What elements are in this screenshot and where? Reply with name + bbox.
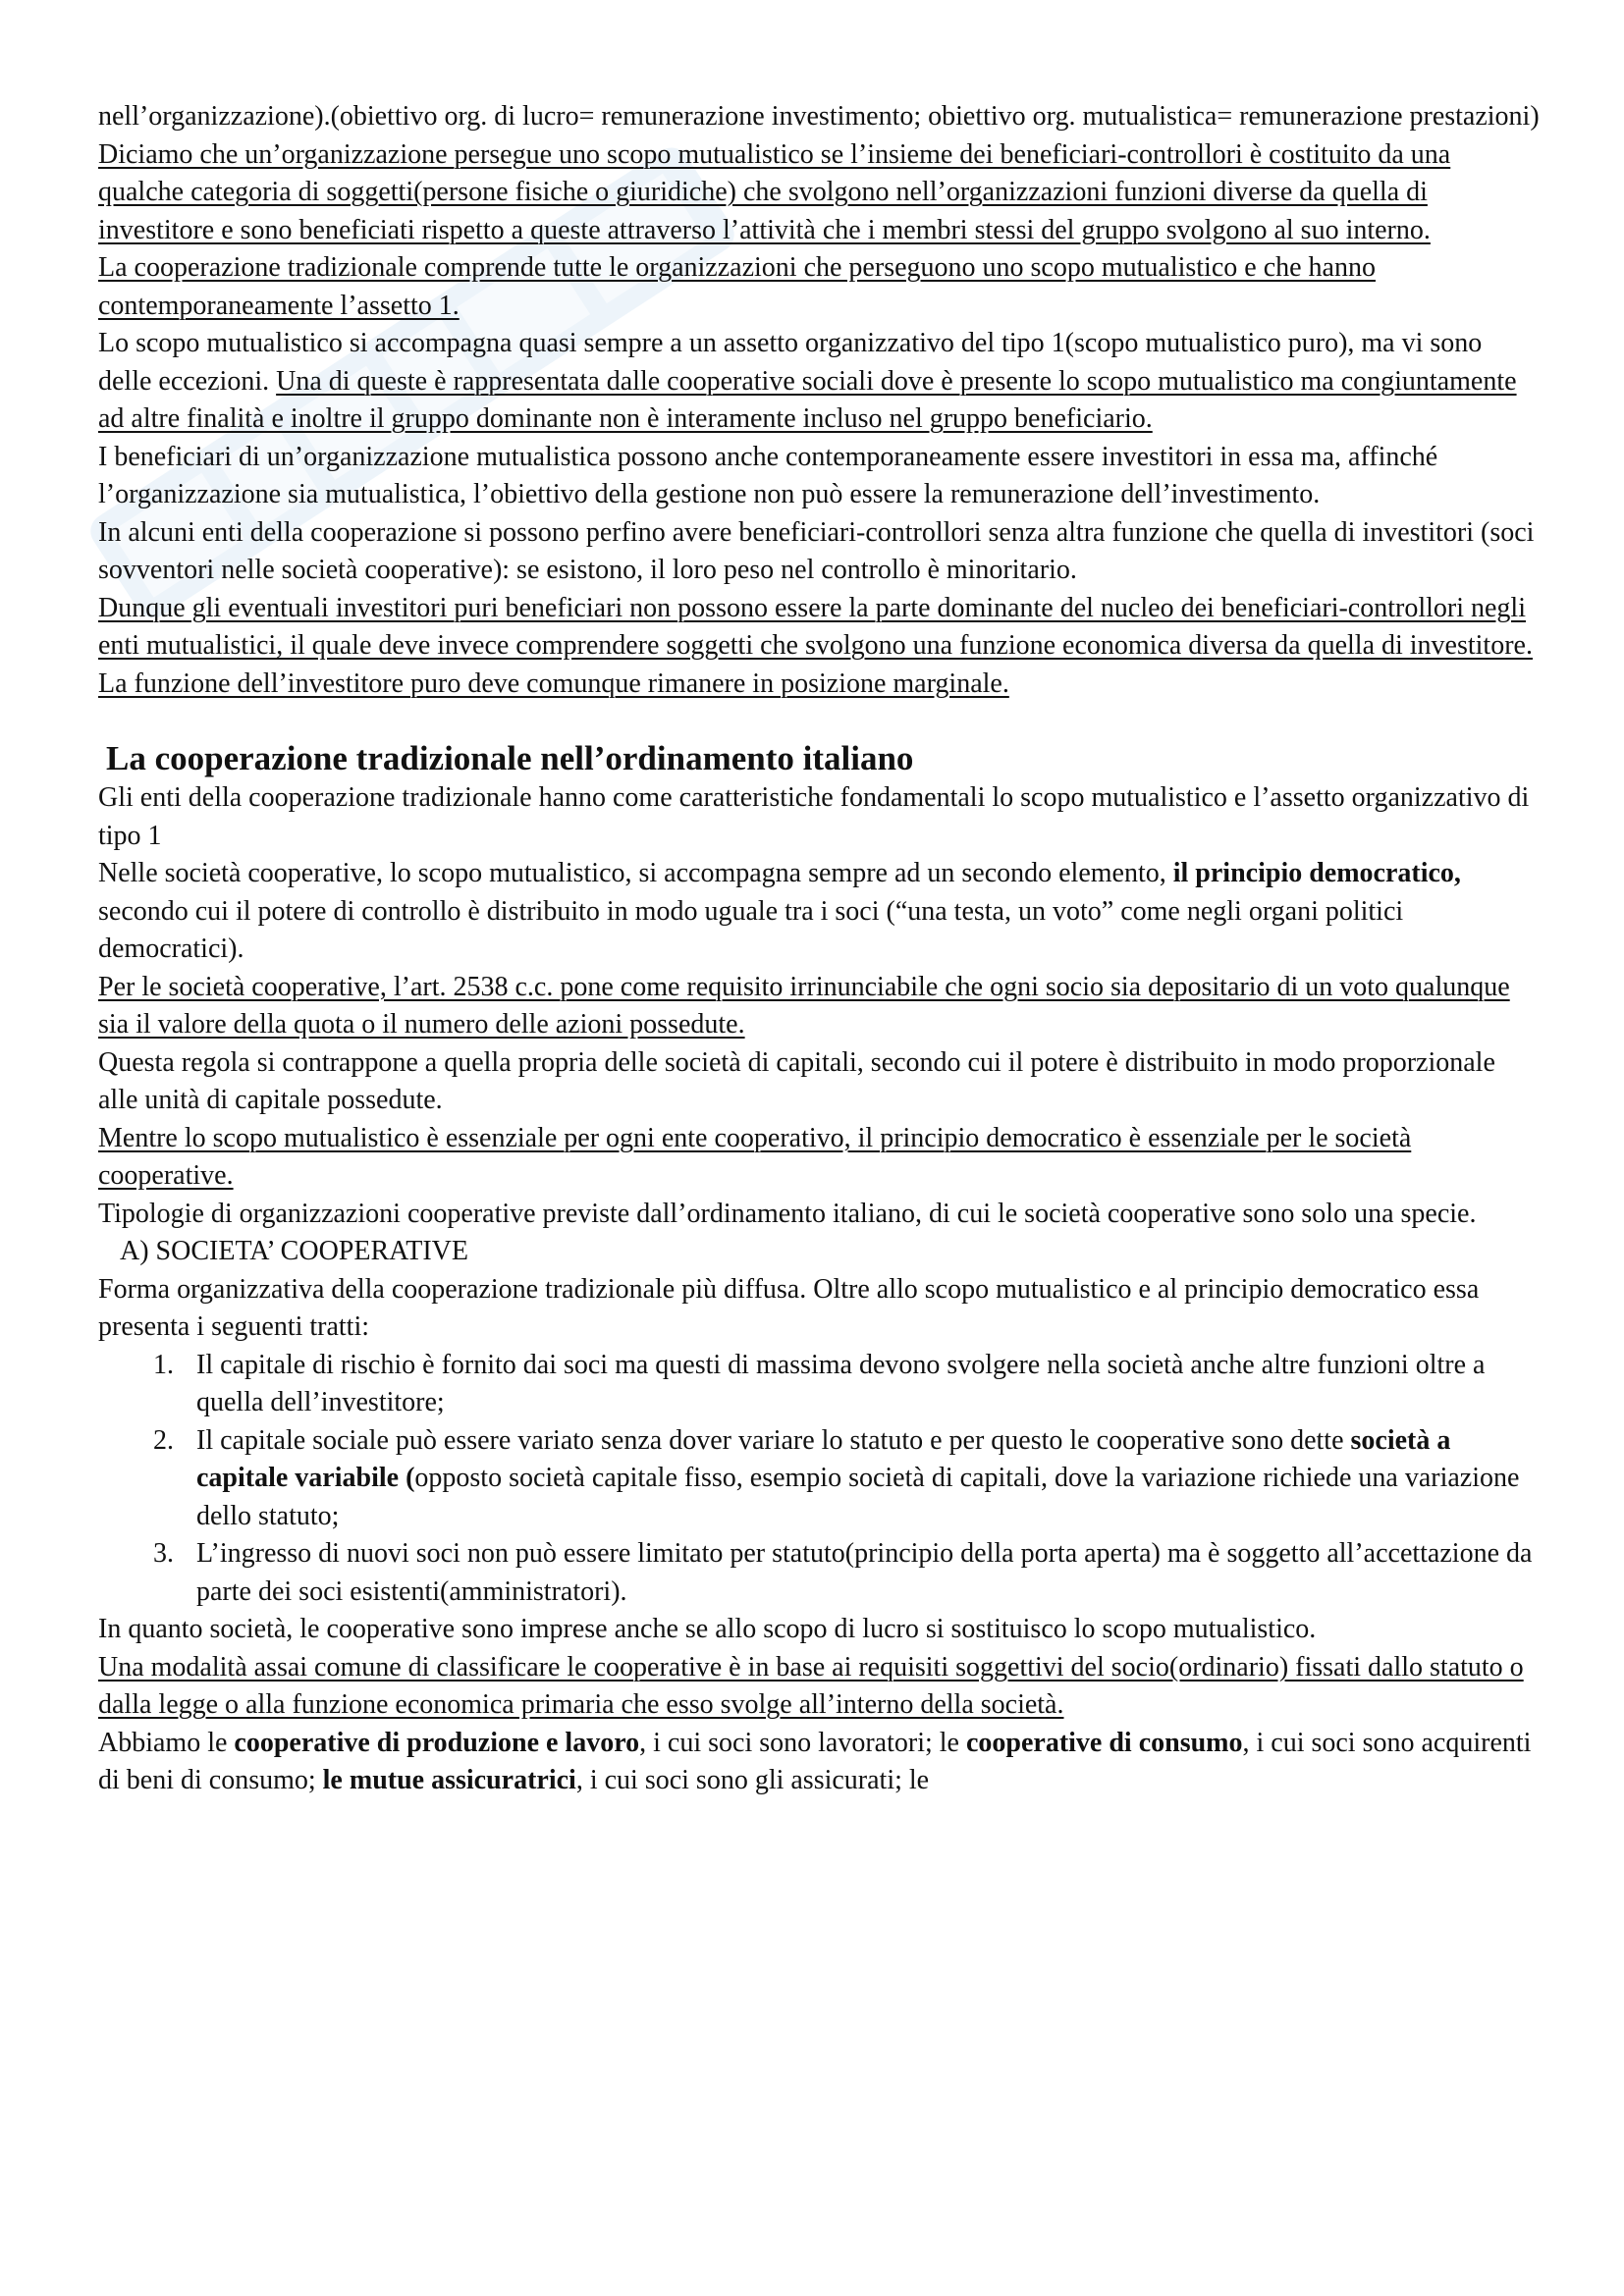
subheading-societa-cooperative: A) SOCIETA’ COOPERATIVE <box>120 1236 469 1266</box>
paragraph-fundamental-features: Gli enti della cooperazione tradizionale hanno come caratteristiche fondamentali lo scopo mutualistico e l’assetto organizzativo di tipo 1 <box>98 782 1530 851</box>
types-bold-production: cooperative di produzione e lavoro <box>234 1727 640 1758</box>
list-text: L’ingresso di nuovi soci non può essere limitato per statuto(principio della porta aperta) ma è soggetto all’accettazione da parte dei soci esistenti(amministratori). <box>196 1538 1533 1607</box>
list-number: 3. <box>153 1538 174 1569</box>
types-bold-consumption: cooperative di consumo <box>965 1727 1243 1758</box>
paragraph-essential-elements: Mentre lo scopo mutualistico è essenziale per ogni ente cooperativo, il principio democratico è essenziale per le società cooperative. <box>98 1122 1412 1191</box>
list-text: Il capitale di rischio è fornito dai soci ma questi di massima devono svolgere nella società anche altre funzioni oltre a quella dell’investitore; <box>196 1349 1486 1417</box>
list-number: 1. <box>153 1349 174 1380</box>
list-text-c: opposto società capitale fisso, esempio società di capitali, dove la variazione richiede una variazione dello statuto; <box>196 1463 1520 1531</box>
paragraph-typologies: Tipologie di organizzazioni cooperative previste dall’ordinamento italiano, di cui le società cooperative sono solo una specie. <box>98 1198 1477 1229</box>
list-text-bold: società a capitale variabile ( <box>196 1424 1451 1493</box>
list-item <box>98 1347 1542 1422</box>
democratic-text-a: Nelle società cooperative, lo scopo mutualistico, si accompagna sempre ad un secondo elemento, <box>98 858 1173 888</box>
paragraph-cooperatives-as-companies: In quanto società, le cooperative sono imprese anche se allo scopo di lucro si sostituisco lo scopo mutualistico. <box>98 1614 1317 1644</box>
paragraph-cooperative-types <box>98 1725 1542 1800</box>
section-heading: La cooperazione tradizionale nell’ordinamento italiano <box>106 739 914 777</box>
traits-list <box>98 1347 1542 1612</box>
paragraph-beneficiaries-investors: I beneficiari di un’organizzazione mutualistica possono anche contemporaneamente essere investitori in essa ma, affinché l’organizzazione sia mutualistica, l’obiettivo della gestione non può essere la remunerazione dell’investimento. <box>98 441 1438 509</box>
paragraph-soci-sovventori: In alcuni enti della cooperazione si possono perfino avere beneficiari-controllori senza altra funzione che quella di investitori (soci sovventori nelle società cooperative): se esistono, il loro peso nel controllo è minoritario. <box>98 516 1535 585</box>
paragraph-art-2538: Per le società cooperative, l’art. 2538 c.c. pone come requisito irrinunciabile che ogni socio sia depositario di un voto qualunque sia il valore della quota o il numero delle azioni possedute. <box>98 971 1510 1040</box>
paragraph-pure-investors: Dunque gli eventuali investitori puri beneficiari non possono essere la parte dominante del nucleo dei beneficiari-controllori negli enti mutualistici, il quale deve invece comprendere soggetti che svolgono una funzione economica diversa da quella di investitore. La funzione dell’investitore puro deve comunque rimanere in posizione marginale. <box>98 592 1533 699</box>
types-text-g: , i cui soci sono gli assicurati; le <box>575 1765 930 1795</box>
types-text-e: , i cui soci sono acquirenti di beni di consumo; <box>98 1727 1532 1795</box>
paragraph-traditional-cooperation: La cooperazione tradizionale comprende tutte le organizzazioni che perseguono uno scopo mutualistico e che hanno contemporaneamente l’assetto 1. <box>98 252 1376 321</box>
democratic-text-c: secondo cui il potere di controllo è distribuito in modo uguale tra i soci (“una testa, un voto” come negli organi politici democratici). <box>98 895 1404 964</box>
document-page <box>98 98 1542 1800</box>
paragraph-democratic-principle <box>98 855 1542 969</box>
types-text-a: Abbiamo le <box>98 1727 235 1758</box>
list-item <box>98 1422 1542 1536</box>
paragraph-organizational-form: Forma organizzativa della cooperazione tradizionale più diffusa. Oltre allo scopo mutualistico e al principio democratico essa presenta i seguenti tratti: <box>98 1273 1480 1342</box>
exceptions-text: Lo scopo mutualistico si accompagna quasi sempre a un assetto organizzativo del tipo 1(scopo mutualistico puro), ma vi sono delle eccezioni. <box>98 328 1483 397</box>
paragraph-classification: Una modalità assai comune di classificare le cooperative è in base ai requisiti soggettivi del socio(ordinario) fissati dallo statuto o dalla legge o alla funzione economica primaria che esso svolge all’interno della società. <box>98 1651 1524 1720</box>
exceptions-underlined: Una di queste è rappresentata dalle cooperative sociali dove è presente lo scopo mutualistico ma congiuntamente ad altre finalità e inoltre il gruppo dominante non è interamente incluso nel gruppo beneficiario. <box>98 365 1517 434</box>
list-number: 2. <box>153 1424 174 1456</box>
paragraph-exceptions <box>98 325 1542 439</box>
types-bold-insurance: le mutue assicuratrici <box>322 1765 576 1795</box>
democratic-bold: il principio democratico, <box>1172 858 1461 888</box>
paragraph-mutualistic-definition: Diciamo che un’organizzazione persegue uno scopo mutualistico se l’insieme dei beneficiari-controllori è costituito da una qualche categoria di soggetti(persone fisiche o giuridiche) che svolgono nell’organizzazioni funzioni diverse da quella di investitore e sono beneficiati rispetto a queste attraverso l’attività che i membri stessi del gruppo svolgono al suo interno. <box>98 138 1451 245</box>
list-item <box>98 1535 1542 1611</box>
paragraph-intro-continuation: nell’organizzazione).(obiettivo org. di lucro= remunerazione investimento; obiettivo org. mutualistica= remunerazione prestazioni) <box>98 101 1540 132</box>
list-text-a: Il capitale sociale può essere variato senza dover variare lo statuto e per questo le cooperative sono dette <box>196 1424 1351 1456</box>
types-text-c: , i cui soci sono lavoratori; le <box>639 1727 966 1758</box>
paragraph-capital-companies: Questa regola si contrappone a quella propria delle società di capitali, secondo cui il potere è distribuito in modo proporzionale alle unità di capitale possedute. <box>98 1046 1495 1115</box>
